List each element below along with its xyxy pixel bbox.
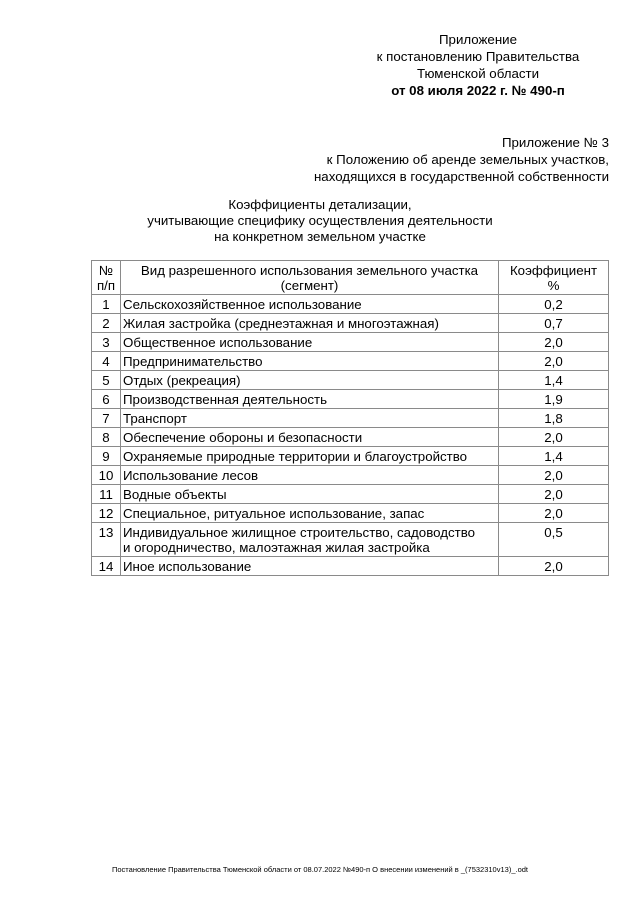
row-land-use: Сельскохозяйственное использование: [121, 295, 499, 314]
row-number: 2: [92, 314, 121, 333]
row-number: 3: [92, 333, 121, 352]
row-land-use: Охраняемые природные территории и благоустройство: [121, 447, 499, 466]
header-line-date-number: от 08 июля 2022 г. № 490-п: [391, 83, 565, 98]
title-line-1: Коэффициенты детализации,: [228, 197, 412, 212]
row-land-use: Иное использование: [121, 557, 499, 576]
header-land-use-line2: (сегмент): [280, 278, 339, 293]
header-number-line2: п/п: [96, 278, 116, 293]
row-coefficient: 2,0: [499, 333, 609, 352]
row-coefficient: 1,9: [499, 390, 609, 409]
row-number: 12: [92, 504, 121, 523]
row-land-use: Транспорт: [121, 409, 499, 428]
header-line-region: Тюменской области: [416, 66, 540, 81]
row-coefficient: 0,2: [499, 295, 609, 314]
table-row: [92, 447, 609, 466]
row-coefficient: 0,5: [499, 523, 609, 557]
row-land-use: Обеспечение обороны и безопасности: [121, 428, 499, 447]
row-land-use-line2: и огородничество, малоэтажная жилая застройка: [123, 540, 430, 555]
row-land-use: Водные объекты: [121, 485, 499, 504]
header-coefficient: [499, 261, 609, 295]
row-number: 1: [92, 295, 121, 314]
regulation-appendix-header: [314, 134, 609, 185]
header-land-use: [121, 261, 499, 295]
row-number: 11: [92, 485, 121, 504]
row-coefficient: 0,7: [499, 314, 609, 333]
coefficients-table: [91, 260, 609, 576]
row-land-use: Общественное использование: [121, 333, 499, 352]
table-row: [92, 371, 609, 390]
row-coefficient: 2,0: [499, 428, 609, 447]
document-title: [120, 197, 520, 245]
row-coefficient: 2,0: [499, 466, 609, 485]
row-number: 7: [92, 409, 121, 428]
row-land-use: Отдых (рекреация): [121, 371, 499, 390]
table-row: [92, 409, 609, 428]
row-coefficient: 1,4: [499, 371, 609, 390]
header-number: [92, 261, 121, 295]
row-number: 6: [92, 390, 121, 409]
table-row: [92, 295, 609, 314]
header-number-line1: №: [98, 263, 114, 278]
appendix-line-ownership: находящихся в государственной собственности: [313, 169, 609, 184]
table-row: [92, 523, 609, 557]
row-coefficient: 1,4: [499, 447, 609, 466]
table-row: [92, 390, 609, 409]
row-land-use: Предпринимательство: [121, 352, 499, 371]
row-number: 10: [92, 466, 121, 485]
row-land-use: [121, 523, 499, 557]
header-coefficient-line1: Коэффициент: [509, 263, 598, 278]
row-coefficient: 2,0: [499, 504, 609, 523]
row-coefficient: 2,0: [499, 485, 609, 504]
table-row: [92, 557, 609, 576]
row-number: 5: [92, 371, 121, 390]
title-line-3: на конкретном земельном участке: [214, 229, 426, 244]
table-row: [92, 466, 609, 485]
row-number: 13: [92, 523, 121, 557]
table-header-row: [92, 261, 609, 295]
header-line-appendix: Приложение: [439, 32, 517, 47]
header-line-resolution: к постановлению Правительства: [376, 49, 580, 64]
row-land-use: Использование лесов: [121, 466, 499, 485]
row-land-use-line1: Индивидуальное жилищное строительство, садоводство: [123, 525, 476, 540]
row-number: 4: [92, 352, 121, 371]
title-line-2: учитывающие специфику осуществления деятельности: [147, 213, 493, 228]
row-number: 14: [92, 557, 121, 576]
table-row: [92, 314, 609, 333]
row-coefficient: 1,8: [499, 409, 609, 428]
row-number: 9: [92, 447, 121, 466]
row-land-use: Производственная деятельность: [121, 390, 499, 409]
row-coefficient: 2,0: [499, 557, 609, 576]
resolution-appendix-header: [360, 31, 596, 99]
appendix-line-regulation: к Положению об аренде земельных участков,: [326, 152, 609, 167]
table-row: [92, 333, 609, 352]
header-coefficient-line2: %: [547, 278, 560, 293]
row-coefficient: 2,0: [499, 352, 609, 371]
appendix-line-number: Приложение № 3: [501, 135, 609, 150]
table-row: [92, 485, 609, 504]
row-land-use: Специальное, ритуальное использование, запас: [121, 504, 499, 523]
header-land-use-line1: Вид разрешенного использования земельного участка: [140, 263, 479, 278]
table-row: [92, 428, 609, 447]
table-row: [92, 352, 609, 371]
row-land-use: Жилая застройка (среднеэтажная и многоэтажная): [121, 314, 499, 333]
table-row: [92, 504, 609, 523]
document-footer: Постановление Правительства Тюменской области от 08.07.2022 №490-п О внесении изменений в _(7532310v13)_.odt: [111, 865, 529, 874]
row-number: 8: [92, 428, 121, 447]
